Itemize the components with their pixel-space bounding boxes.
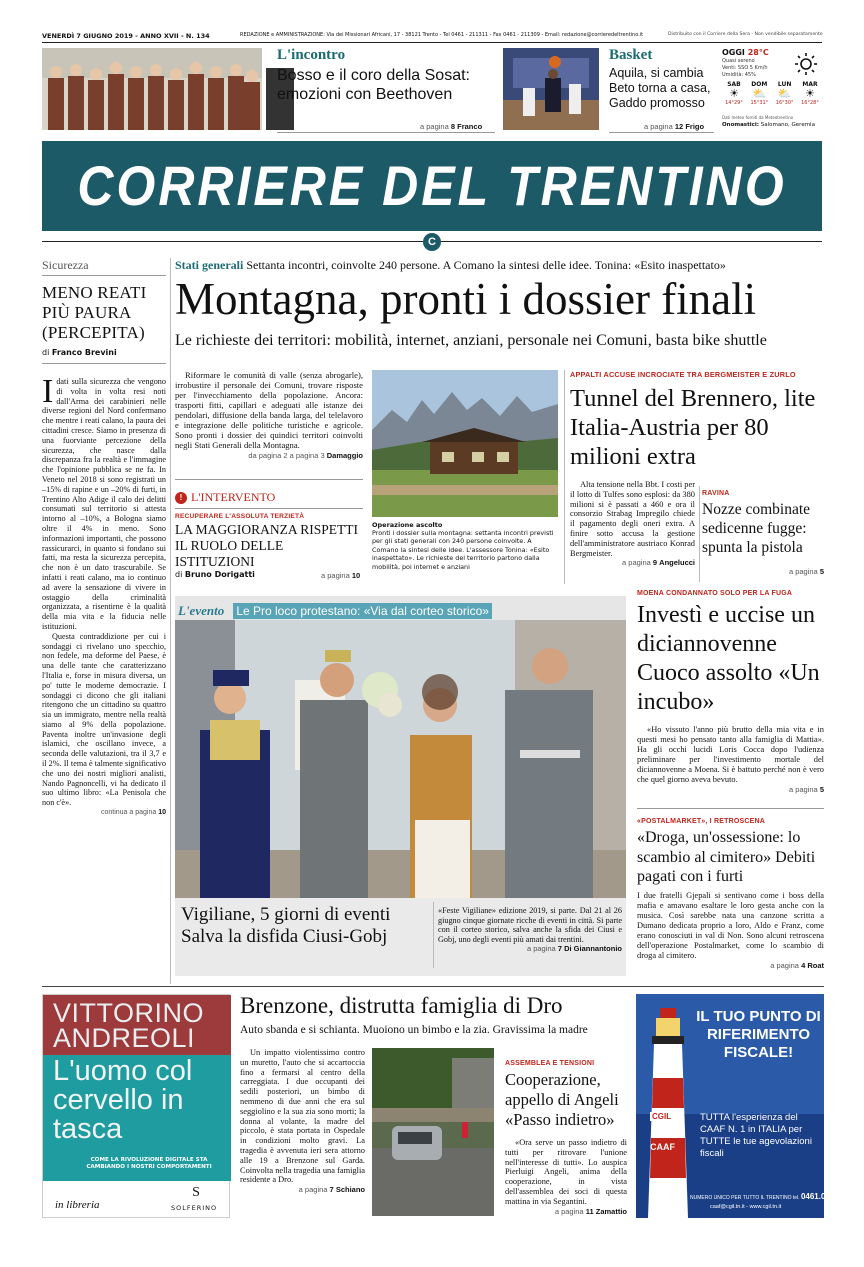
caaf-brand-cgil: CGIL <box>652 1112 672 1121</box>
evento-text: «Feste Vigiliane» edizione 2019, si parte. Dal 21 al 26 giugno cinque giornate ricche di eventi in città. Si parte con il corteo storico, salva anche la sfida dei Ciusi e Gobj, uno degli eventi più amati dai trentini. <box>438 906 622 944</box>
coop-pageref[interactable]: 11 <box>585 1206 594 1216</box>
teaser1-kicker: L'incontro <box>277 47 346 63</box>
evento-title[interactable]: Vigiliane, 5 giorni di eventi Salva la disfida Ciusi-Gobj <box>181 904 391 947</box>
droga-text: I due fratelli Gjepali si sentivano come i boss della mafia e amavano esaltare le loro gesta anche con la musica. Così sarebbe nata una canzone scritta a Dumano dedicata proprio a loro, Aldo e Franz, come erano conosciuti in val di Non. Sono alcuni retroscena dell'operazione Postalmarket, come lo scambio di droga al cimitero. <box>637 890 824 960</box>
editorial-text: dati sulla sicurezza che vengono di volta in volta resi noti dall'Arma dei carabinieri nelle diverse regioni del Nord confermano che mentre i reati calano, la paura dei cittadini cresce. Siamo in presenza di una fuorviante percezione della sicurezza, che nasce dalla discrepanza fra la realtà e l'immagine che l'opinione pubblica se ne fa. In Veneto nel 2018 si sono registrati un –15% di rapine e un –20% di furti, in Trentino Alto Adige il calo dei delitti consumati sul territorio si attesta intorno al –10%, a Bologna siamo oltre il 4% in meno. Sono informazioni importanti, che possono rassicurarci, in quanto si fondano sui fatti, ma resta la sicurezza percepita, che non è un dato trascurabile. Se infatti i reati calano, ma io continuo ad avere la sensazione di vivere in ostaggio della criminalità organizzata, a risentirne è la qualità della mia vita e la fiducia nelle istituzioni. <box>42 377 166 631</box>
droga-pageref[interactable]: 4 <box>801 960 806 970</box>
teaser2-kicker: Basket <box>609 47 653 63</box>
partly-cloudy-icon: ⛅ <box>752 87 767 100</box>
byline: Franco Brevini <box>51 348 117 357</box>
coop-text: «Ora serve un passo indietro di tutti per ritrovare l'unione nell'interesse di tutti». Lo auspica Pierluigi Angeli, anima della cooperazione, in vista dell'assemblea dei soci di questa mattina in via Segantini. <box>505 1138 627 1206</box>
photo-caption: Pronti i dossier sulla montagna: settanta incontri previsti per gli stati generali con 240 persone coinvolte. A Comano la sintesi delle idee. L'assessore Tonina: «Esito inaspettato». Le richieste del territorio partono dalla mobilità, poi internet e anziani <box>372 529 554 571</box>
lead-title[interactable]: Montagna, pronti i dossier finali <box>175 274 757 324</box>
book-title: L'uomo col cervello in tasca <box>53 1055 193 1145</box>
forecast-day: DOM ⛅ 15°31° <box>747 81 771 106</box>
dateline: VENERDÌ 7 GIUGNO 2019 - ANNO XVII - N. 134 <box>42 32 210 40</box>
weather-today-label: OGGI <box>722 48 745 57</box>
intervento-kicker: RECUPERARE L'ASSOLUTA TERZIETÀ <box>175 513 305 520</box>
moena-text: «Ho vissuto l'anno più brutto della mia vita e in questi mesi ho pensato tanto alla famiglia di Mattia». Ha gli occhi lucidi Loris Cocca dopo l'udienza preliminare per l'investimento mortale del diciannovenne a Moena. Si è battuto perché non è vero che quel giorno aveva bevuto. <box>637 725 824 784</box>
brenzone-text: Un impatto violentissimo contro un muretto, l'auto che si accartoccia fino a fermarsi al centro della carreggiata. I due occupanti dei sedili posteriori, un bimbo di nemmeno di due anni che era sul seggiolino e la sua zia sono morti; la donna al volante, la madre del piccolo, è stata portata in Ospedale in condizioni molto gravi. La tragedia è avvenuta ieri sera attorno alle 19 a Brenzone sul Garda. Coinvolta nella tragedia una famiglia residente a Dro. <box>240 1048 365 1185</box>
droga-kicker: «POSTALMARKET», I RETROSCENA <box>637 818 765 825</box>
crash-photo <box>372 1048 494 1216</box>
continua-label: continua a pagina <box>100 809 157 817</box>
sun-icon: ☀ <box>805 87 815 100</box>
intervento-byline-prefix: di <box>175 570 183 579</box>
weather-line: Venti: SSO 5 Km/h <box>722 65 768 71</box>
byline-prefix: di <box>42 348 50 357</box>
redazione-info: REDAZIONE e AMMINISTRAZIONE: Via dei Missionari Africani, 17 - 38121 Trento - Tel 0461 - 211311 - Fax 0461 - 211309 - Email: redazione@corrieredeltrentino.it <box>240 32 644 38</box>
coop-kicker: ASSEMBLEA E TENSIONI <box>505 1060 595 1067</box>
evento-kicker: Le Pro loco protestano: «Via dal corteo storico» <box>233 603 492 619</box>
intervento-title[interactable]: LA MAGGIORANZA RISPETTI IL RUOLO DELLE ISTITUZIONI <box>175 522 359 569</box>
publisher-logo: S <box>192 1185 200 1200</box>
droga-author: Roat <box>807 960 824 970</box>
weather-line: Umidità: 45% <box>722 72 756 78</box>
photo-caption-title: Operazione ascolto <box>372 521 443 529</box>
evento-label: L'evento <box>178 603 225 618</box>
brennero-author: Angelucci <box>659 558 695 568</box>
sun-icon <box>794 52 818 76</box>
partly-cloudy-icon: ☀ <box>729 87 739 100</box>
lead-pageref[interactable]: da pagina 2 a pagina 3 <box>248 451 325 460</box>
basket-photo <box>503 48 599 130</box>
moena-pageref[interactable]: 5 <box>819 785 824 794</box>
distribuzione-info: Distribuito con il Corriere della Sera - Non vendibile separatamente <box>668 32 823 37</box>
brenzone-pageref-label: a pagina <box>298 1185 328 1195</box>
editorial-text-2: Questa contraddizione per cui i sondaggi ci rivelano uno specchio, non fedele, ma deforme del Paese, è una delle tante che caratterizzano l'Italia e, forse in misura diversa, un po' tutte le moderne democrazie. I sondaggi ci dicono che gli italiani ritengono che un cittadino su quattro sia un immigrato, mentre nella realtà siamo al 9% della popolazione. Paventa inoltre un'invasione degli islamici, che oscillano invece, a seconda delle valutazioni, tra il 3,7 e il 2%. Il tema è talmente significativo che uno dei nostri migliori analisti, Nando Pagnoncelli, vi ha dedicato il suo ultimo libro: «La Penisola che non c'è». <box>42 631 166 808</box>
teaser2-title[interactable]: Aquila, si cambia Beto torna a casa, Gaddo promosso <box>609 66 711 110</box>
teaser1-pageref[interactable]: a pagina 8 Franco <box>420 122 483 131</box>
coop-pageref-label: a pagina <box>554 1206 584 1216</box>
coop-title[interactable]: Cooperazione, appello di Angeli «Passo indietro» <box>505 1070 619 1129</box>
brennero-pageref[interactable]: 9 <box>652 558 658 568</box>
weather-today-temp: 28°C <box>747 48 769 57</box>
ravina-pageref[interactable]: 5 <box>819 567 824 576</box>
brennero-pageref-label: a pagina <box>622 558 651 568</box>
lead-author: Damaggio <box>326 451 363 460</box>
caaf-headline: IL TUO PUNTO DI RIFERIMENTO FISCALE! <box>696 1008 821 1061</box>
brennero-kicker: APPALTI ACCUSE INCROCIATE TRA BERGMEISTER E ZURLO <box>570 370 796 379</box>
evento-pageref-label: a pagina <box>526 944 556 954</box>
ravina-kicker: RAVINA <box>702 490 730 497</box>
brenzone-subtitle: Auto sbanda e si schianta. Muoiono un bimbo e la zia. Gravissima la madre <box>240 1024 588 1036</box>
lead-kicker-rest: Settanta incontri, coinvolte 240 persone. A Comano la sintesi delle idee. Tonina: «Esito inaspettato» <box>246 258 726 272</box>
moena-pageref-label: a pagina <box>788 785 818 794</box>
caaf-box: TUTTA l'esperienza del CAAF N. 1 in ITALIA per TUTTE le tue agevolazioni fiscali <box>700 1112 812 1159</box>
brenzone-pageref[interactable]: 7 <box>329 1185 334 1195</box>
onomastici-label: Onomastici: <box>722 122 759 128</box>
mountain-photo <box>372 370 558 517</box>
caaf-brand-caaf: CAAF <box>650 1142 675 1152</box>
editorial-title[interactable]: MENO REATI PIÙ PAURA (PERCEPITA) <box>42 283 147 342</box>
caaf-site[interactable]: caaf@cgil.tn.it - www.cgil.tn.it <box>710 1204 782 1210</box>
droga-pageref-label: a pagina <box>770 960 799 970</box>
masthead-title: CORRIERE DEL TRENTINO <box>77 154 787 218</box>
moena-title[interactable]: Investì e uccise un diciannovenne Cuoco assolto «Un incubo» <box>637 602 820 715</box>
masthead[interactable] <box>42 141 822 231</box>
intervento-byline: Bruno Dorigatti <box>184 570 255 579</box>
dropcap: I <box>42 373 54 410</box>
book-tagline: COME LA RIVOLUZIONE DIGITALE STA CAMBIANDO I NOSTRI COMPORTAMENTI <box>86 1157 212 1170</box>
book-in-libreria: in libreria <box>55 1199 100 1211</box>
forecast-day: MAR ☀ 16°28° <box>798 81 822 106</box>
brenzone-author: Schiano <box>335 1185 365 1195</box>
onomastici: Salomano, Geremia <box>760 122 815 128</box>
weather-credit: Dati meteo forniti da Meteotrentino <box>722 115 794 120</box>
intervento-icon: ! <box>175 492 187 504</box>
lead-kicker: Stati generali <box>175 258 244 272</box>
book-ad[interactable] <box>42 994 230 1218</box>
publisher-name: SOLFERINO <box>171 1204 218 1212</box>
ravina-pageref-label: a pagina <box>788 567 818 576</box>
ravina-title[interactable]: Nozze combinate sedicenne fugge: spunta la pistola <box>702 501 811 556</box>
droga-title[interactable]: «Droga, un'ossessione: lo scambio al cimitero» Debiti pagati con i furti <box>637 829 816 885</box>
brennero-text: Alta tensione nella Bbt. I costi per il lotto di Tulfes sono esplosi: da 380 milioni si è passati a 460 e ora il consorzio Strabag Impregilo chiede il pagamento degli oneri extra. A finire sotto accusa la gestione dell'amministratore austriaco Konrad Bergmeister. <box>570 480 695 558</box>
intervento-label: L'INTERVENTO <box>191 490 276 504</box>
section-label: Sicurezza <box>42 258 166 276</box>
teaser2-pageref[interactable]: a pagina 12 Frigo <box>644 122 705 131</box>
choir-photo <box>42 48 262 130</box>
weather-line: Quasi sereno <box>722 58 755 64</box>
moena-kicker: MOENA CONDANNATO SOLO PER LA FUGA <box>637 590 793 597</box>
masthead-logo: C <box>423 233 441 251</box>
teaser1-title[interactable]: Bosso e il coro della Sosat: emozioni con Beethoven <box>277 67 470 103</box>
brenzone-title[interactable]: Brenzone, distrutta famiglia di Dro <box>240 993 563 1018</box>
evento-header <box>175 596 626 620</box>
brennero-title[interactable]: Tunnel del Brennero, lite Italia-Austria per 80 milioni extra <box>570 385 816 470</box>
book-author: VITTORINO ANDREOLI <box>53 998 205 1053</box>
intervento-pageref[interactable]: 10 <box>351 571 361 580</box>
coop-author: Zamattio <box>595 1206 627 1216</box>
forecast-day: SAB ☀ 14°29° <box>722 81 746 106</box>
lead-subtitle: Le richieste dei territori: mobilità, internet, anziani, personale nei Comuni, basta bike shuttle <box>175 332 767 349</box>
continua-page[interactable]: 10 <box>158 809 166 817</box>
evento-pageref[interactable]: 7 <box>557 944 562 954</box>
vigiliane-photo <box>175 620 626 898</box>
evento-author: Di Giannantonio <box>564 944 622 954</box>
caaf-ad[interactable] <box>636 994 847 1218</box>
evento-block <box>175 596 626 976</box>
forecast-day: LUN ⛅ 16°30° <box>773 81 797 106</box>
caaf-phone-label: NUMERO UNICO PER TUTTO IL TRENTINO tel. <box>690 1195 800 1201</box>
weather-box <box>722 48 822 138</box>
partly-cloudy-icon: ⛅ <box>777 87 792 100</box>
caaf-phone[interactable]: 0461.040111 <box>800 1192 847 1201</box>
lead-text: Riformare le comunità di valle (senza abrogarle), irrobustire il personale dei Comuni, trovare risposte per l'invecchiamento della popolazione. Ancora: trasporti fitti, capillari e adeguati alle istanze dei pendolari, diffusione della banda larga, del telelavoro e integrazione delle politiche turistiche e agricole. Sono pronti i dossier dei quindici territori coinvolti negli Stati Generali della Montagna. <box>175 370 363 450</box>
intervento-pageref-label: a pagina <box>321 571 350 580</box>
